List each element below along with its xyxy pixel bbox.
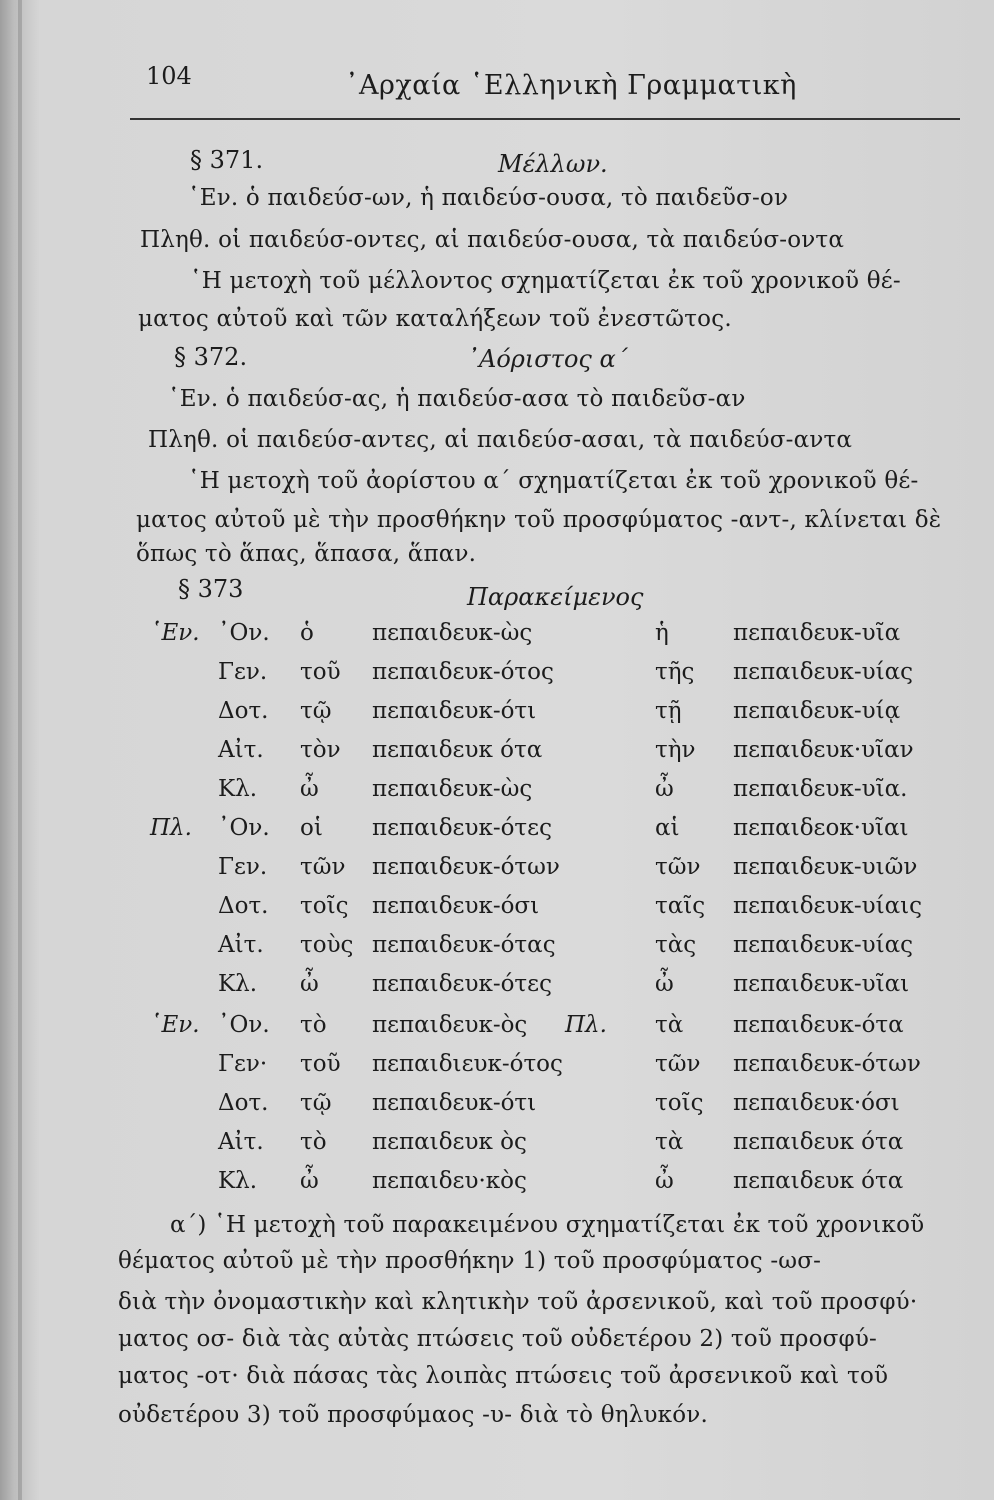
paradigm-fem-article: τὰ: [655, 1012, 684, 1038]
paradigm-case-label: Αἰτ.: [218, 1129, 264, 1155]
paradigm-case-label: Γεν·: [218, 1051, 268, 1077]
paradigm-case-label: Δοτ.: [218, 1090, 269, 1116]
paradigm-case-label: Δοτ.: [218, 698, 269, 724]
paradigm-article: τῷ: [300, 698, 332, 724]
paradigm-article: τῷ: [300, 1090, 332, 1116]
paradigm-case-label: Γεν.: [218, 854, 268, 880]
paradigm-fem-form: πεπαιδευκ-υίᾳ: [733, 698, 901, 724]
paradigm-article: τὸ: [300, 1129, 327, 1155]
paradigm-fem-form: πεπαιδευκ-υῖα: [733, 620, 901, 646]
paradigm-fem-article: ταῖς: [655, 893, 706, 919]
note-line: ματος οσ- διὰ τὰς αὐτὰς πτώσεις τοῦ οὐδετέρου 2) τοῦ προσφύ-: [118, 1326, 877, 1352]
s371-line: ῾Εν. ὁ παιδεύσ-ων, ἡ παιδεύσ-ουσα, τὸ παιδεῦσ-ον: [188, 185, 789, 211]
paradigm-article: τὸν: [300, 737, 341, 763]
paradigm-fem-article: ὦ: [655, 776, 674, 802]
paradigm-masc-form: πεπαιδευκ-ὸς: [372, 1012, 528, 1038]
note-line: θέματος αὐτοῦ μὲ τὴν προσθήκην 1) τοῦ προσφύματος -ωσ-: [118, 1248, 822, 1274]
paradigm-number-label: ῾Εν.: [150, 1012, 200, 1038]
paradigm-fem-article: τῶν: [655, 1051, 701, 1077]
paradigm-article: τοῦ: [300, 1051, 341, 1077]
paradigm-fem-article: τοῖς: [655, 1090, 704, 1116]
paradigm-fem-form: πεπαιδευκ ότα: [733, 1168, 904, 1194]
paradigm-fem-article: τῇ: [655, 698, 682, 724]
paradigm-fem-form: πεπαιδευκ-υῖαι: [733, 971, 910, 997]
paradigm-masc-form: πεπαιδευκ-ότας: [372, 932, 556, 958]
paradigm-article: τῶν: [300, 854, 346, 880]
header-rule: [130, 118, 960, 120]
paradigm-masc-form: πεπαιδευκ-ότι: [372, 1090, 537, 1116]
paradigm-article: ὦ: [300, 1168, 319, 1194]
paradigm-fem-article: τῆς: [655, 659, 695, 685]
paradigm-fem-form: πεπαιδευκ-υιῶν: [733, 854, 918, 880]
paradigm-case-label: Αἰτ.: [218, 932, 264, 958]
section-373-title: Παρακείμενος: [467, 583, 644, 611]
paradigm-case-label: Κλ.: [218, 1168, 258, 1194]
paradigm-fem-form: πεπαιδευκ-υίας: [733, 659, 914, 685]
paradigm-masc-form: πεπαιδευκ-ὼς: [372, 620, 533, 646]
paradigm-article: οἱ: [300, 815, 323, 841]
paradigm-fem-article: ἡ: [655, 620, 669, 646]
paradigm-fem-form: πεπαιδεοκ·υῖαι: [733, 815, 909, 841]
paradigm-masc-form: πεπαιδευ·κὸς: [372, 1168, 527, 1194]
s372-line: ὅπως τὸ ἅπας, ἅπασα, ἅπαν.: [136, 541, 477, 567]
paradigm-masc-form: πεπαιδιευκ-ότος: [372, 1051, 563, 1077]
section-371-title: Μέλλων.: [498, 150, 608, 178]
paradigm-fem-article: ὦ: [655, 971, 674, 997]
paradigm-fem-form: πεπαιδευκ·υῖαν: [733, 737, 914, 763]
paradigm-fem-form: πεπαιδευκ·όσι: [733, 1090, 900, 1116]
page-number: 104: [146, 62, 192, 90]
paradigm-case-label: Κλ.: [218, 776, 258, 802]
paradigm-case-label: ᾿Ον.: [218, 815, 270, 841]
section-373-number: § 373: [178, 575, 244, 603]
paradigm-fem-article: τῶν: [655, 854, 701, 880]
section-371-number: § 371.: [190, 146, 264, 174]
paradigm-fem-article: τὰς: [655, 932, 697, 958]
note-line: ματος -οτ· διὰ πάσας τὰς λοιπὰς πτώσεις τοῦ ἀρσενικοῦ καὶ τοῦ: [118, 1363, 889, 1389]
s371-line: Πληθ. οἱ παιδεύσ-οντες, αἱ παιδεύσ-ουσα, τὰ παιδεύσ-οντα: [140, 227, 845, 253]
paradigm-masc-form: πεπαιδευκ-ότες: [372, 815, 552, 841]
paradigm-case-label: Αἰτ.: [218, 737, 264, 763]
paradigm-case-label: ᾿Ον.: [218, 1012, 270, 1038]
paradigm-article: τοὺς: [300, 932, 354, 958]
paradigm-article: ὦ: [300, 971, 319, 997]
paradigm-masc-form: πεπαιδευκ-ότων: [372, 854, 560, 880]
paradigm-case-label: Κλ.: [218, 971, 258, 997]
paradigm-article: τοῖς: [300, 893, 349, 919]
paradigm-article: τοῦ: [300, 659, 341, 685]
paradigm-masc-form: πεπαιδευκ-όσι: [372, 893, 540, 919]
paradigm-masc-form: πεπαιδευκ-ὼς: [372, 776, 533, 802]
paradigm-fem-article: αἱ: [655, 815, 680, 841]
paradigm-article: ὦ: [300, 776, 319, 802]
paradigm-fem-form: πεπαιδευκ-υίαις: [733, 893, 923, 919]
paradigm-masc-form: πεπαιδευκ-ότες: [372, 971, 552, 997]
paradigm-article: τὸ: [300, 1012, 327, 1038]
s372-line: ματος αὐτοῦ μὲ τὴν προσθήκην τοῦ προσφύματος -αντ-, κλίνεται δὲ: [136, 507, 942, 533]
paradigm-fem-form: πεπαιδευκ-υίας: [733, 932, 914, 958]
paradigm-number-label: Πλ.: [150, 815, 192, 841]
s371-line: ῾Η μετοχὴ τοῦ μέλλοντος σχηματίζεται ἐκ τοῦ χρονικοῦ θέ-: [190, 268, 901, 294]
paradigm-fem-article: τὰ: [655, 1129, 684, 1155]
note-line: διὰ τὴν ὀνομαστικὴν καὶ κλητικὴν τοῦ ἀρσενικοῦ, καὶ τοῦ προσφύ·: [118, 1289, 918, 1315]
paradigm-masc-form: πεπαιδευκ ότα: [372, 737, 543, 763]
note-line: α´) ῾Η μετοχὴ τοῦ παρακειμένου σχηματίζεται ἐκ τοῦ χρονικοῦ: [170, 1212, 925, 1238]
paradigm-case-label: Δοτ.: [218, 893, 269, 919]
page-spine-shadow: [18, 0, 22, 1500]
paradigm-number-label-2: Πλ.: [565, 1012, 607, 1038]
s372-line: ῾Η μετοχὴ τοῦ ἀορίστου α´ σχηματίζεται ἐκ τοῦ χρονικοῦ θέ-: [188, 468, 919, 494]
paradigm-fem-form: πεπαιδευκ-υῖα.: [733, 776, 908, 802]
paradigm-fem-article: ὦ: [655, 1168, 674, 1194]
note-line: οὐδετέρου 3) τοῦ προσφύμαος -υ- διὰ τὸ θηλυκόν.: [118, 1402, 708, 1428]
s372-line: ῾Εν. ὁ παιδεύσ-ας, ἡ παιδεύσ-ασα τὸ παιδεῦσ-αν: [168, 386, 746, 412]
paradigm-masc-form: πεπαιδευκ-ότι: [372, 698, 537, 724]
section-372-title: ᾿Αόριστος α´: [467, 345, 628, 373]
section-372-number: § 372.: [174, 343, 248, 371]
paradigm-number-label: ῾Εν.: [150, 620, 200, 646]
paradigm-fem-form: πεπαιδευκ-ότα: [733, 1012, 904, 1038]
running-title: ᾿Αρχαία ῾Ελληνικὴ Γραμματικὴ: [345, 70, 797, 101]
paradigm-masc-form: πεπαιδευκ-ότος: [372, 659, 554, 685]
paradigm-fem-article: τὴν: [655, 737, 696, 763]
paradigm-article: ὁ: [300, 620, 314, 646]
s372-line: Πληθ. οἱ παιδεύσ-αντες, αἱ παιδεύσ-ασαι, τὰ παιδεύσ-αντα: [148, 427, 853, 453]
paradigm-case-label: ᾿Ον.: [218, 620, 270, 646]
paradigm-fem-form: πεπαιδευκ ότα: [733, 1129, 904, 1155]
paradigm-masc-form: πεπαιδευκ ὸς: [372, 1129, 527, 1155]
s371-line: ματος αὐτοῦ καὶ τῶν καταλήξεων τοῦ ἐνεστῶτος.: [138, 306, 732, 332]
paradigm-case-label: Γεν.: [218, 659, 268, 685]
paradigm-fem-form: πεπαιδευκ-ότων: [733, 1051, 921, 1077]
